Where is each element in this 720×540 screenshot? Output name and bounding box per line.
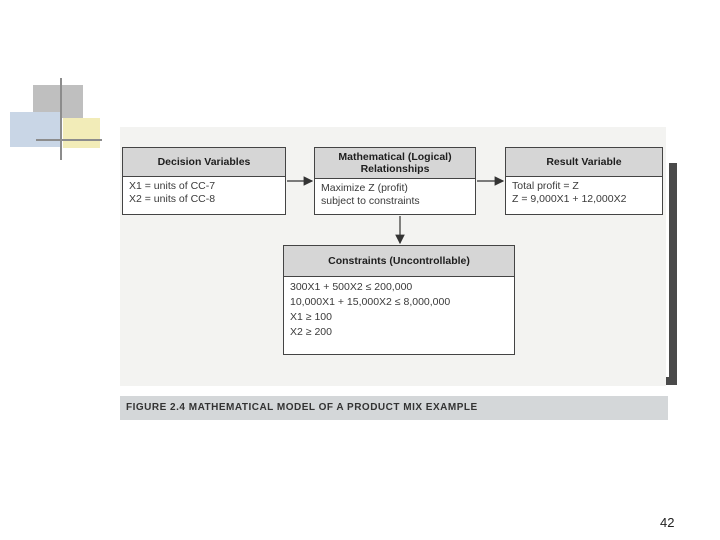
decor-blue-square <box>10 112 60 147</box>
result-variable-title: Result Variable <box>506 148 662 177</box>
constraint-line: X1 ≥ 100 <box>290 311 332 323</box>
result-variable-box <box>505 147 663 215</box>
relationships-box <box>314 147 476 215</box>
result-line: Z = 9,000X1 + 12,000X2 <box>512 192 627 205</box>
relationships-line: Maximize Z (profit) <box>321 182 408 194</box>
decision-variables-body <box>129 180 281 205</box>
constraint-line: 10,000X1 + 15,000X2 ≤ 8,000,000 <box>290 296 451 308</box>
decision-line: X1 = units of CC-7 <box>129 180 216 192</box>
relationships-line: subject to constraints <box>321 194 420 207</box>
constraints-box <box>283 245 515 355</box>
constraints-title: Constraints (Uncontrollable) <box>284 246 514 277</box>
figure-caption: FIGURE 2.4 MATHEMATICAL MODEL OF A PRODUCT MIX EXAMPLE <box>126 402 478 413</box>
relationships-title <box>315 148 475 179</box>
figure-shadow-right <box>669 163 677 385</box>
decor-horizontal-line <box>36 139 102 141</box>
decision-variables-box <box>122 147 286 215</box>
page-number: 42 <box>660 515 675 530</box>
constraint-line: 300X1 + 500X2 ≤ 200,000 <box>290 281 413 293</box>
decor-yellow-square <box>63 118 100 148</box>
relationships-title-line: Relationships <box>360 163 430 175</box>
result-line: Total profit = Z <box>512 180 579 192</box>
constraint-line: X2 ≥ 200 <box>290 326 332 338</box>
decision-variables-title: Decision Variables <box>123 148 285 177</box>
relationships-body <box>321 182 471 207</box>
decision-line: X2 = units of CC-8 <box>129 192 216 205</box>
decor-vertical-line <box>60 78 62 160</box>
relationships-title-line: Mathematical (Logical) <box>338 151 452 163</box>
constraints-body <box>290 280 510 340</box>
result-variable-body <box>512 180 658 205</box>
